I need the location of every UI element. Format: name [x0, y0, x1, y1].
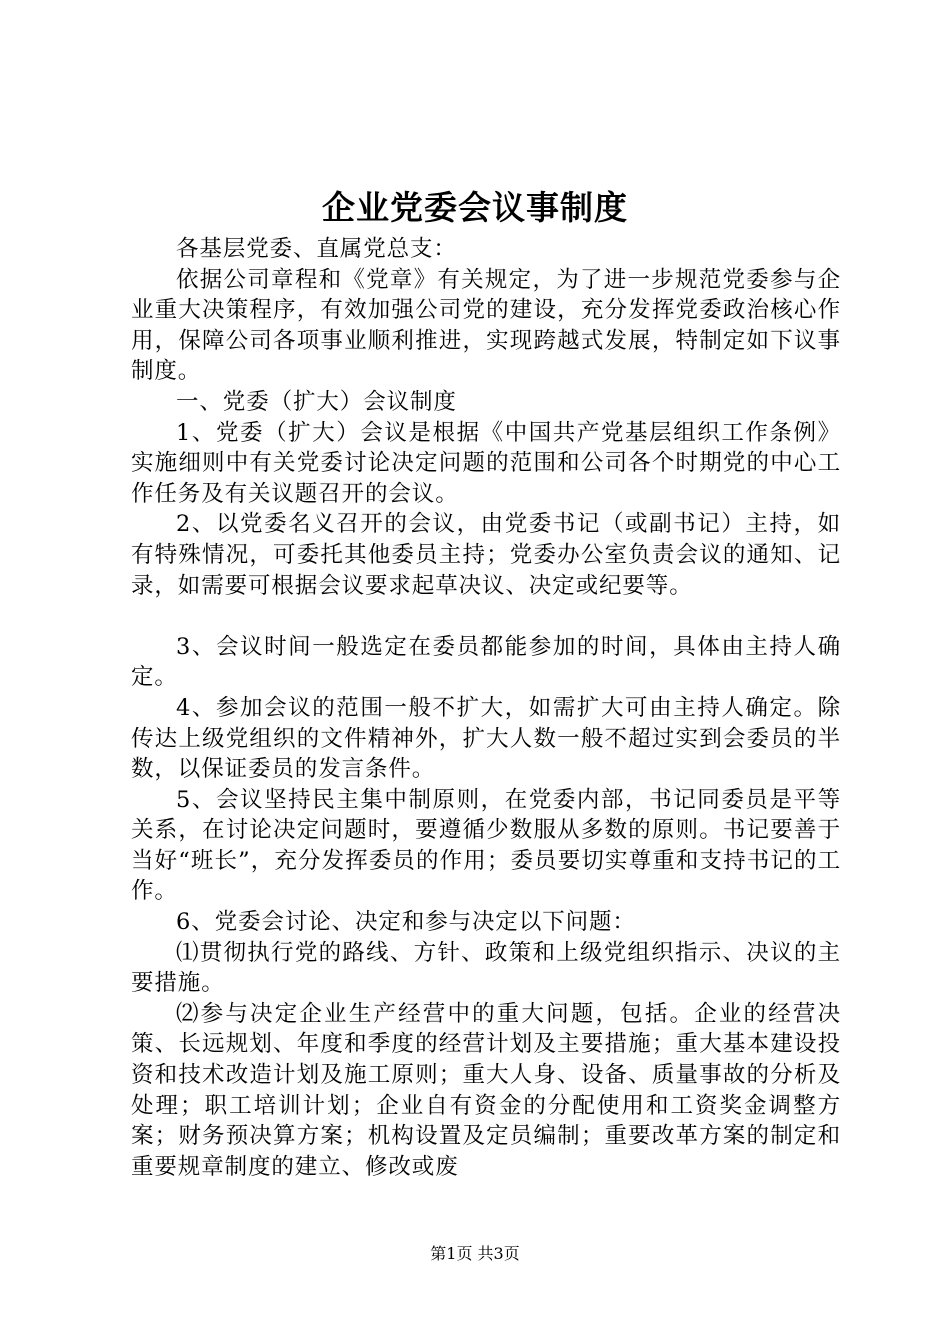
clause-6: 6、党委会讨论、决定和参与决定以下问题： — [176, 909, 636, 936]
document-title: 企业党委会议事制度 — [322, 188, 628, 227]
page-footer: 第1页 共3页 — [430, 1244, 520, 1263]
clause-1: 1、党委（扩大）会议是根据《中国共产党基层组织工作条例》实施细则中有关党委讨论决定问题的范围和公司各个时期党的中心工作任务及有关议题召开的会议。 — [131, 419, 841, 507]
document-body — [131, 234, 841, 1182]
salutation: 各基层党委、直属党总支： — [176, 236, 457, 262]
sub-clause-1: ⑴贯彻执行党的路线、方针、政策和上级党组织指示、决议的主要措施。 — [131, 939, 841, 997]
sub-clause-2: ⑵参与决定企业生产经营中的重大问题，包括。企业的经营决策、长远规划、年度和季度的经营计划及主要措施；重大基本建设投资和技术改造计划及施工原则；重大人身、设备、质量事故的分析及处理；职工培训计划；企业自有资金的分配使用和工资奖金调整方案；财务预决算方案；机构设置及定员编制；重要改革方案的制定和重要规章制度的建立、修改或废 — [131, 1000, 841, 1180]
clause-2: 2、以党委名义召开的会议，由党委书记（或副书记）主持，如有特殊情况，可委托其他委员主持；党委办公室负责会议的通知、记录，如需要可根据会议要求起草决议、决定或纪要等。 — [131, 511, 841, 599]
clause-5: 5、会议坚持民主集中制原则，在党委内部，书记同委员是平等关系，在讨论决定问题时，要遵循少数服从多数的原则。书记要善于当好“班长”，充分发挥委员的作用；委员要切实尊重和支持书记的工作。 — [131, 786, 841, 905]
clause-4: 4、参加会议的范围一般不扩大，如需扩大可由主持人确定。除传达上级党组织的文件精神外，扩大人数一般不超过实到会委员的半数，以保证委员的发言条件。 — [131, 694, 841, 783]
section-heading: 一、党委（扩大）会议制度 — [176, 388, 457, 415]
intro-paragraph: 依据公司章程和《党章》有关规定，为了进一步规范党委参与企业重大决策程序，有效加强公司党的建设，充分发挥党委政治核心作用，保障公司各项事业顺利推进，实现跨越式发展，特制定如下议事制度。 — [131, 266, 841, 385]
blank-line — [131, 601, 841, 632]
clause-3: 3、会议时间一般选定在委员都能参加的时间，具体由主持人确定。 — [131, 633, 841, 691]
